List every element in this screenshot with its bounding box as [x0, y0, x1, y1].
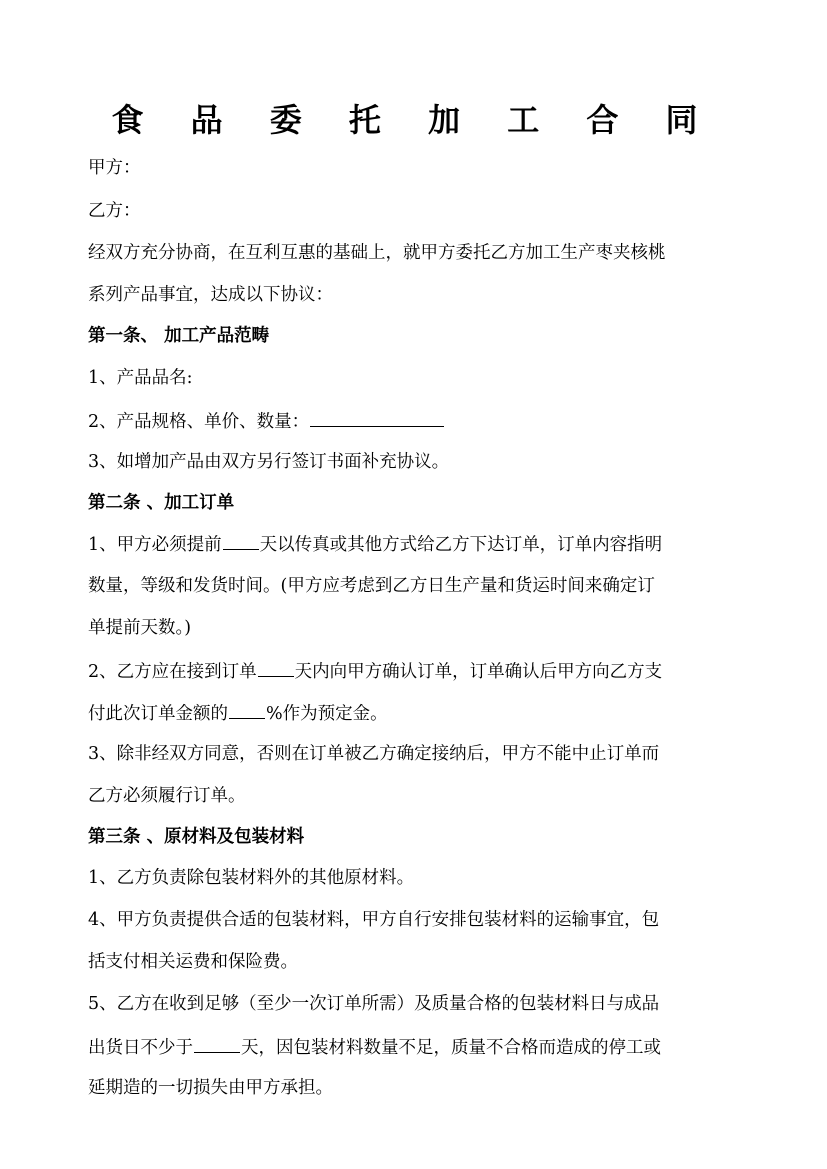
article-3-item-5-line-2	[88, 1034, 738, 1060]
blank-line	[223, 531, 259, 550]
article-1-item-1: 1、产品品名:	[88, 368, 193, 388]
article-1-item-2-text: 2、产品规格、单价、数量：	[88, 412, 310, 432]
article-1-heading: 第一条、 加工产品范畴	[88, 326, 270, 346]
article-3-item-5-line-1: 5、乙方在收到足够（至少一次订单所需）及质量合格的包装材料日与成品	[88, 994, 660, 1014]
article-2-item-1-line-3: 单提前天数。)	[88, 618, 192, 638]
blank-line	[194, 1034, 240, 1053]
intro-line-2: 系列产品事宜，达成以下协议：	[88, 285, 333, 305]
article-3-item-5-text-b: 天，因包装材料数量不足，质量不合格而造成的停工或	[241, 1038, 661, 1058]
article-1-item-2	[88, 408, 738, 434]
article-1-item-3: 3、如增加产品由双方另行签订书面补充协议。	[88, 452, 450, 472]
article-2-item-3-line-2: 乙方必须履行订单。	[88, 786, 246, 806]
article-2-item-1-text-a: 1、甲方必须提前	[88, 535, 222, 555]
article-2-item-2-line-2	[88, 700, 738, 726]
document-title: 食 品 委 托 加 工 合 同	[111, 101, 716, 139]
article-3-heading: 第三条 、原材料及包装材料	[88, 827, 305, 847]
article-2-item-2-text-a: 2、乙方应在接到订单	[88, 662, 257, 682]
article-2-item-1-line-2: 数量，等级和发货时间。(甲方应考虑到乙方日生产量和货运时间来确定订	[88, 576, 655, 596]
intro-line-1: 经双方充分协商，在互利互惠的基础上，就甲方委托乙方加工生产枣夹核桃	[88, 243, 666, 263]
article-2-item-1-text-b: 天以传真或其他方式给乙方下达订单，订单内容指明	[259, 535, 663, 555]
article-2-item-2-text-b: 天内向甲方确认订单，订单确认后甲方向乙方支	[294, 662, 663, 682]
article-2-item-3-line-1: 3、除非经双方同意，否则在订单被乙方确定接纳后，甲方不能中止订单而	[88, 744, 660, 764]
article-2-item-2-text-c: 付此次订单金额的	[88, 704, 228, 724]
blank-line	[229, 700, 265, 719]
article-3-item-4-line-1: 4、甲方负责提供合适的包装材料，甲方自行安排包装材料的运输事宜，包	[88, 910, 660, 930]
article-2-heading: 第二条 、加工订单	[88, 493, 235, 513]
article-3-item-4-line-2: 括支付相关运费和保险费。	[88, 952, 298, 972]
party-b-label: 乙方：	[88, 201, 141, 221]
article-3-item-1: 1、乙方负责除包装材料外的其他原材料。	[88, 868, 415, 888]
article-2-item-1-line-1	[88, 531, 738, 557]
article-2-item-2-text-d: %作为预定金。	[266, 704, 388, 724]
blank-line	[310, 408, 444, 427]
article-2-item-2-line-1	[88, 658, 738, 684]
blank-line	[258, 658, 294, 677]
article-3-item-5-text-a: 出货日不少于	[88, 1038, 193, 1058]
article-3-item-5-line-3: 延期造的一切损失由甲方承担。	[88, 1078, 333, 1098]
party-a-label: 甲方：	[88, 158, 141, 178]
